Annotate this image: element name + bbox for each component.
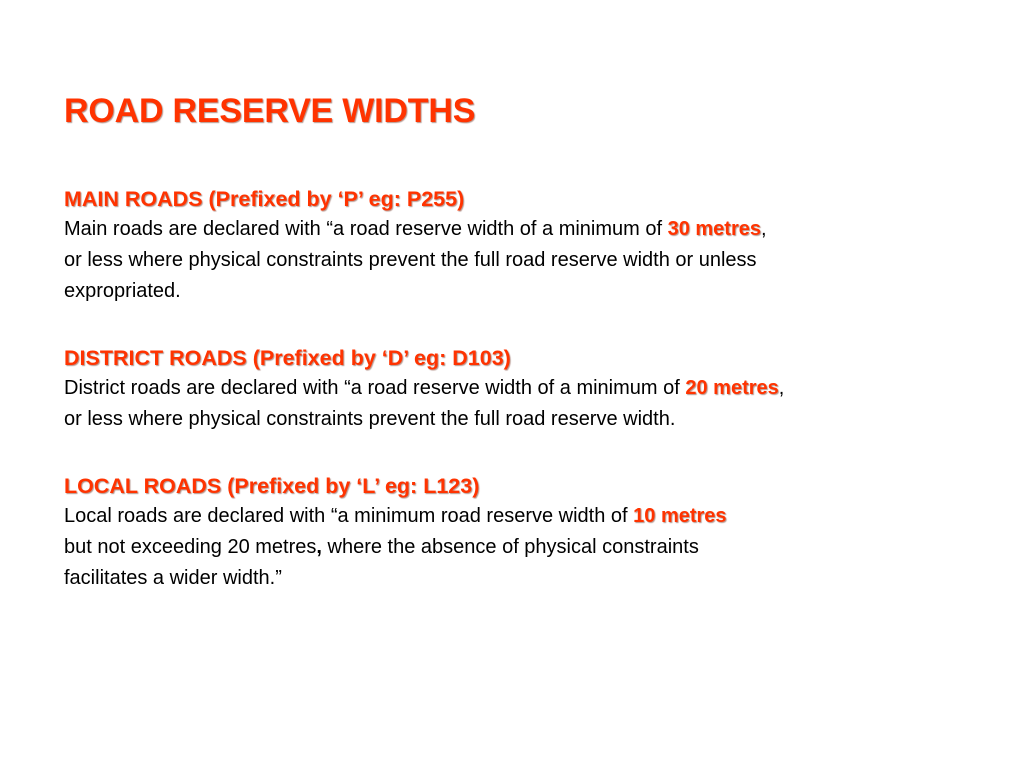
district-roads-comma: , xyxy=(778,377,785,399)
local-roads-text-line2-a: but not exceeding 20 metres xyxy=(64,536,317,558)
district-roads-description xyxy=(64,373,999,435)
district-roads-heading: DISTRICT ROADS (Prefixed by ‘D’ eg: D103) xyxy=(64,346,511,370)
district-roads-width-highlight: 20 metres xyxy=(685,377,779,399)
local-roads-text-line2-b: where the absence of physical constraints xyxy=(321,536,699,558)
district-roads-text: District roads are declared with “a road reserve width of a minimum of xyxy=(64,377,686,399)
slide-title: ROAD RESERVE WIDTHS xyxy=(64,92,476,130)
local-roads-heading: LOCAL ROADS (Prefixed by ‘L’ eg: L123) xyxy=(64,474,480,498)
local-roads-comma: , xyxy=(316,536,322,558)
main-roads-text-line3: expropriated. xyxy=(64,280,181,302)
local-roads-text-line3: facilitates a wider width.” xyxy=(64,567,282,589)
section-district-roads xyxy=(64,343,999,435)
local-roads-description xyxy=(64,501,999,594)
main-roads-description xyxy=(64,214,999,307)
section-local-roads xyxy=(64,471,999,594)
main-roads-text-line2: or less where physical constraints prevent the full road reserve width or unless xyxy=(64,249,757,271)
main-roads-comma: , xyxy=(761,218,767,240)
local-roads-text: Local roads are declared with “a minimum road reserve width of xyxy=(64,505,634,527)
main-roads-width-highlight: 30 metres xyxy=(667,218,761,240)
local-roads-width-highlight: 10 metres xyxy=(633,505,727,527)
section-main-roads xyxy=(64,184,999,307)
main-roads-heading: MAIN ROADS (Prefixed by ‘P’ eg: P255) xyxy=(64,187,465,211)
district-roads-text-line2: or less where physical constraints prevent the full road reserve width. xyxy=(64,408,676,430)
main-roads-text: Main roads are declared with “a road reserve width of a minimum of xyxy=(64,218,668,240)
